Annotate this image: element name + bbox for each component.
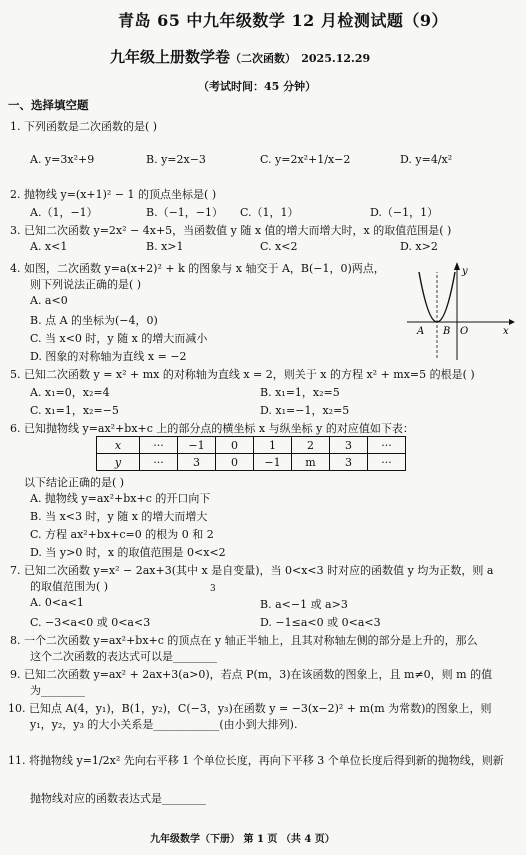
q8-stem: 8. 一个二次函数 y=ax²+bx+c 的顶点在 y 轴正半轴上，且其对称轴左侧的部分是上升的，那么 (10, 634, 478, 647)
q1-option-c: C. y=2x²+1/x−2 (260, 153, 351, 166)
table-cell: 3 (178, 454, 216, 471)
table-cell: m (292, 454, 330, 471)
table-cell: ··· (140, 454, 178, 471)
q2-stem: 2. 抛物线 y=(x+1)² − 1 的顶点坐标是( ) (10, 188, 217, 201)
q4-parabola-graph (405, 262, 515, 362)
q3-option-c: C. x<2 (260, 240, 298, 253)
q10-stem: 10. 已知点 A(4，y₁)，B(1，y₂)，C(−3，y₃)在函数 y = −3(x−2)² + m(m 为常数)的图象上，则 (8, 702, 492, 715)
subtitle-text: 九年级上册数学卷 (110, 48, 231, 66)
table-cell: ··· (368, 437, 406, 454)
graph-label-y: y (462, 266, 468, 277)
exam-subtitle (110, 46, 370, 67)
table-cell: 0 (216, 454, 254, 471)
q7-option-d: D. −1≤a<0 或 0<a<3 (260, 616, 381, 629)
page-footer: 九年级数学（下册） 第 1 页 （共 4 页） (150, 834, 335, 845)
table-cell: 1 (254, 437, 292, 454)
q2-option-c: C.（1，1） (240, 206, 299, 219)
q7-option-a: A. 0<a<1 (30, 596, 84, 609)
q7-stem-2: 的取值范围为( ) (30, 580, 109, 593)
table-cell: 3 (330, 454, 368, 471)
q1-option-b: B. y=2x−3 (146, 153, 206, 166)
q1-option-a: A. y=3x²+9 (30, 153, 95, 166)
q6-stem-2: 以下结论正确的是( ) (24, 476, 125, 489)
q1-option-d: D. y=4/x² (400, 153, 453, 166)
q3-option-b: B. x>1 (146, 240, 184, 253)
graph-label-o: O (460, 326, 469, 337)
table-cell: x (97, 437, 140, 454)
graph-label-a: A (417, 326, 425, 337)
graph-label-b: B (443, 326, 451, 337)
q2-option-d: D.（−1，1） (370, 206, 439, 219)
q5-option-c: C. x₁=1，x₂=−5 (30, 404, 119, 417)
q5-option-a: A. x₁=0，x₂=4 (30, 386, 110, 399)
q2-option-a: A.（1，−1） (30, 206, 98, 219)
q2-option-b: B.（−1，−1） (146, 206, 224, 219)
exam-time: （考试时间：45 分钟） (198, 80, 317, 93)
q3-stem: 3. 已知二次函数 y=2x² − 4x+5，当函数值 y 随 x 值的增大而增大时，x 的取值范围是( ) (10, 224, 452, 237)
q3-option-d: D. x>2 (400, 240, 438, 253)
graph-label-x: x (503, 326, 509, 337)
q10-stem-2: y₁，y₂，y₃ 的大小关系是____________(由小到大排列). (30, 718, 298, 731)
q6-option-a: A. 抛物线 y=ax²+bx+c 的开口向下 (30, 492, 211, 505)
q4-option-b: B. 点 A 的坐标为(−4，0) (30, 314, 158, 327)
table-row (97, 454, 406, 471)
table-cell: 3 (330, 437, 368, 454)
q11-stem: 11. 将抛物线 y=1/2x² 先向右平移 1 个单位长度，再向下平移 3 个单位长度后得到新的抛物线，则新 (8, 754, 504, 767)
q6-option-d: D. 当 y>0 时，x 的取值范围是 0<x<2 (30, 546, 226, 559)
q5-option-b: B. x₁=1，x₂=5 (260, 386, 340, 399)
table-cell: ··· (368, 454, 406, 471)
q1-stem: 1. 下列函数是二次函数的是( ) (10, 120, 158, 133)
q5-stem: 5. 已知二次函数 y = x² + mx 的对称轴为直线 x = 2，则关于 x 的方程 x² + mx=5 的根是( ) (10, 368, 475, 381)
q7-stray-mark: 3 (210, 584, 216, 594)
table-cell: −1 (254, 454, 292, 471)
q8-stem-2: 这个二次函数的表达式可以是________ (30, 650, 217, 663)
table-cell: −1 (178, 437, 216, 454)
q6-value-table (96, 436, 406, 471)
q9-stem: 9. 已知二次函数 y=ax² + 2ax+3(a>0)，若点 P(m，3)在该函数的图象上，且 m≠0，则 m 的值 (10, 668, 493, 681)
q4-option-a: A. a<0 (30, 294, 68, 307)
table-cell: 0 (216, 437, 254, 454)
exam-date: 2025.12.29 (301, 52, 371, 65)
q4-stem-2: 则下列说法正确的是( ) (30, 278, 142, 291)
exam-title: 青岛 65 中九年级数学 12 月检测试题（9） (118, 11, 448, 30)
q7-option-b: B. a<−1 或 a>3 (260, 598, 348, 611)
q6-stem: 6. 已知抛物线 y=ax²+bx+c 上的部分点的横坐标 x 与纵坐标 y 的对应值如下表： (10, 422, 414, 435)
q4-option-c: C. 当 x<0 时，y 随 x 的增大而减小 (30, 332, 208, 345)
table-cell: y (97, 454, 140, 471)
q7-option-c: C. −3<a<0 或 0<a<3 (30, 616, 151, 629)
q3-option-a: A. x<1 (30, 240, 68, 253)
section-title: 一、选择填空题 (8, 98, 89, 112)
q4-stem: 4. 如图，二次函数 y=a(x+2)² + k 的图象与 x 轴交于 A，B(−1，0)两点， (10, 262, 385, 275)
table-row (97, 437, 406, 454)
q11-stem-2: 抛物线对应的函数表达式是________ (30, 792, 206, 805)
subtitle-paren: （二次函数） (230, 52, 297, 65)
q6-option-c: C. 方程 ax²+bx+c=0 的根为 0 和 2 (30, 528, 214, 541)
q9-stem-2: 为________ (30, 684, 85, 697)
q6-option-b: B. 当 x<3 时，y 随 x 的增大而增大 (30, 510, 208, 523)
q4-option-d: D. 图象的对称轴为直线 x = −2 (30, 350, 187, 363)
table-cell: ··· (140, 437, 178, 454)
q5-option-d: D. x₁=−1，x₂=5 (260, 404, 350, 417)
table-cell: 2 (292, 437, 330, 454)
q7-stem: 7. 已知二次函数 y=x² − 2ax+3(其中 x 是自变量)，当 0<x<3 时对应的函数值 y 均为正数，则 a (10, 564, 494, 577)
